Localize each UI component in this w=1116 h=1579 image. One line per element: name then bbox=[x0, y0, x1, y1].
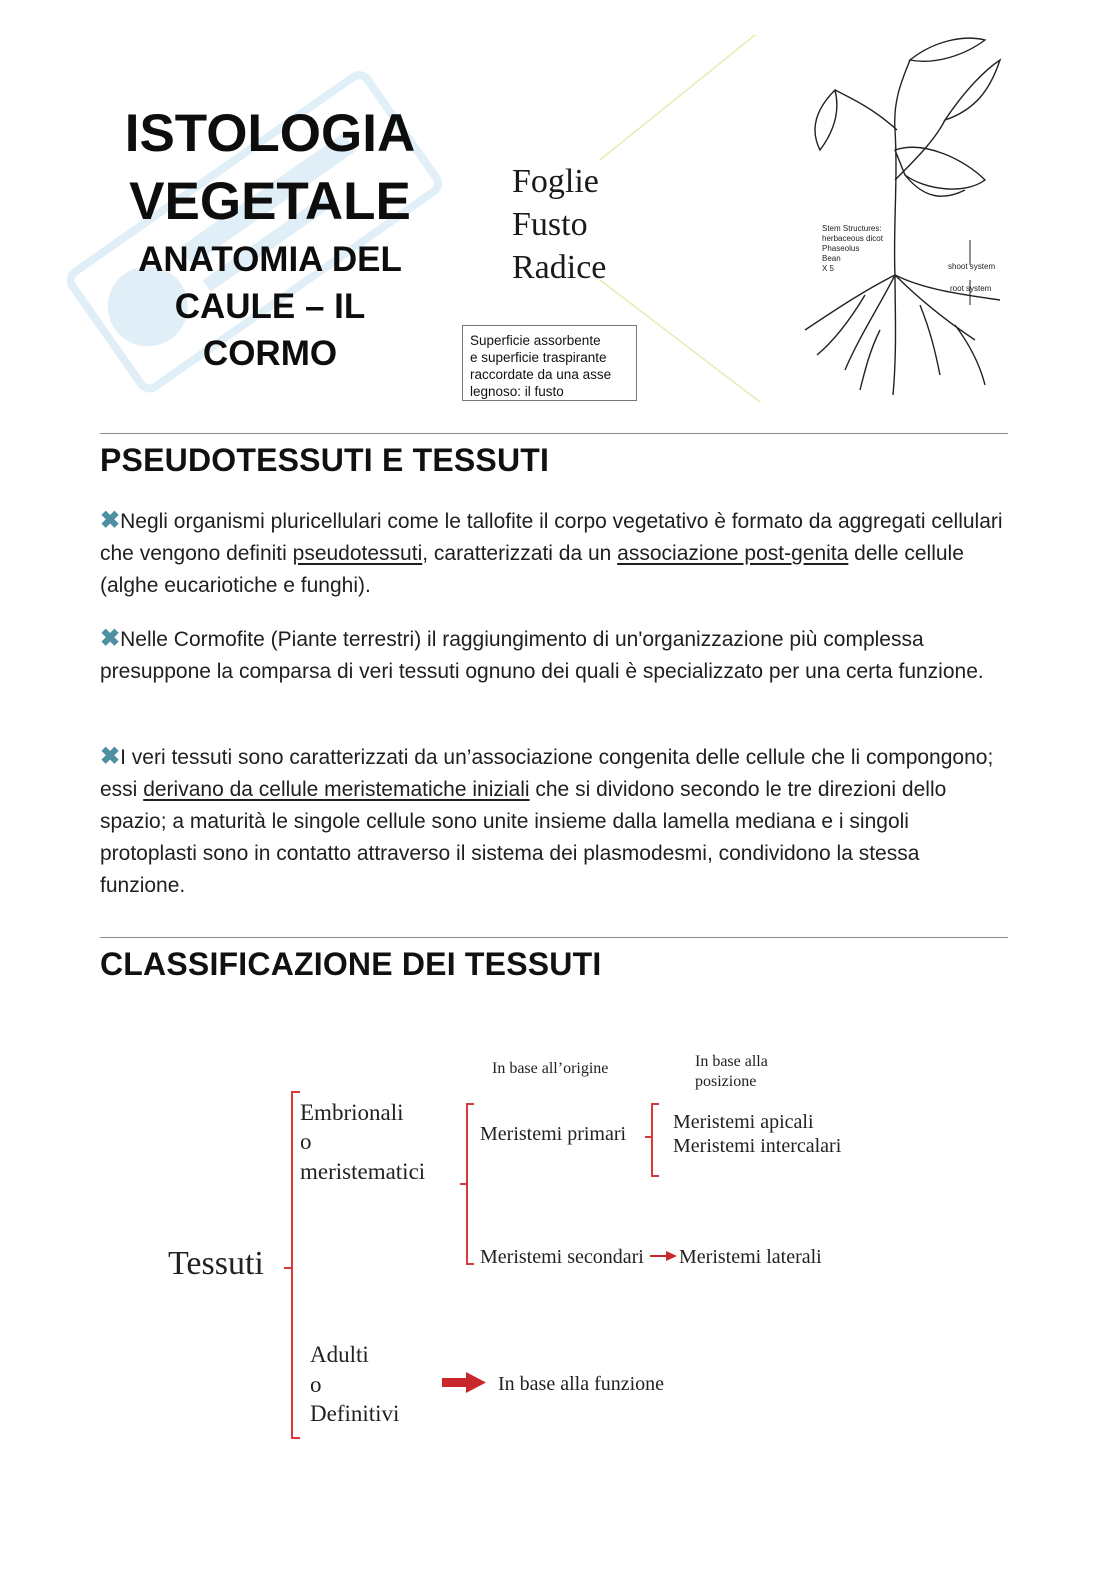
subtitle-line-3: CORMO bbox=[202, 334, 338, 373]
bracket-main bbox=[284, 1092, 300, 1438]
caption-line-2: e superficie traspirante bbox=[470, 350, 607, 365]
title-line-1: ISTOLOGIA bbox=[124, 104, 416, 163]
paragraph-1 bbox=[100, 505, 1010, 602]
label-shoot-system: shoot system bbox=[948, 262, 996, 271]
caption-line-3: raccordate da una asse bbox=[470, 367, 612, 382]
para1-underline-associazione: associazione post-genita bbox=[617, 542, 849, 565]
root-tessuti: Tessuti bbox=[168, 1245, 264, 1282]
meristemi-intercalari: Meristemi intercalari bbox=[673, 1135, 842, 1157]
heading-classificazione: CLASSIFICAZIONE DEI TESSUTI bbox=[100, 946, 602, 982]
figure-caption-box bbox=[462, 325, 637, 401]
embrionali-line-1: Embrionali bbox=[300, 1100, 404, 1125]
adulti-line-2: o bbox=[310, 1372, 322, 1397]
embrionali-line-2: o bbox=[300, 1129, 312, 1154]
figure-word-list bbox=[512, 160, 606, 289]
in-base-alla-funzione: In base alla funzione bbox=[498, 1373, 665, 1395]
meristemi-secondari: Meristemi secondari bbox=[480, 1246, 644, 1268]
col-origin-label: In base all’origine bbox=[492, 1060, 609, 1077]
paragraph-3 bbox=[100, 741, 1010, 902]
para1-text-2: , caratterizzati da un bbox=[422, 542, 618, 565]
label-stem-structures bbox=[822, 224, 883, 274]
adulti-line-3: Definitivi bbox=[310, 1401, 400, 1426]
title-line-2: VEGETALE bbox=[129, 172, 411, 231]
caption-line-1: Superficie assorbente bbox=[470, 333, 601, 348]
meristemi-laterali: Meristemi laterali bbox=[679, 1246, 822, 1268]
label-root-system: root system bbox=[950, 284, 992, 293]
title-block bbox=[95, 100, 445, 377]
para1-underline-pseudotessuti: pseudotessuti bbox=[292, 542, 423, 565]
section-divider-2 bbox=[100, 937, 1008, 938]
meristemi-apicali: Meristemi apicali bbox=[673, 1111, 814, 1133]
label-stem-structures-title: Stem Structures: bbox=[822, 224, 882, 233]
arrow-secondari-laterali-icon bbox=[650, 1251, 677, 1261]
heading-pseudotessuti: PSEUDOTESSUTI E TESSUTI bbox=[100, 442, 550, 478]
word-radice: Radice bbox=[512, 249, 607, 286]
para1-text-1: Negli organismi pluricellulari come le tallofite il corpo vegetativo è formato da aggregati cellulari che vengono definiti bbox=[100, 510, 1003, 565]
word-foglie: Foglie bbox=[512, 163, 599, 200]
col-position-label-1: In base alla bbox=[695, 1053, 768, 1070]
classification-diagram bbox=[160, 1040, 880, 1450]
subtitle-line-1: ANATOMIA DEL bbox=[138, 240, 402, 279]
bracket-embrionali bbox=[460, 1104, 474, 1264]
paragraph-2 bbox=[100, 623, 1010, 688]
bracket-primari bbox=[645, 1104, 659, 1176]
para3-text-2: che si dividono secondo le tre direzioni dello spazio; a maturità le singole cellule sono unite insieme dalla lamella mediana e i singoli protoplasti sono in contatto attraverso il sistema dei plasmodesmi, condividono la stessa funzione. bbox=[100, 778, 947, 897]
label-bean: Bean bbox=[822, 254, 841, 263]
para3-underline-derivano: derivano da cellule meristematiche iniziali bbox=[143, 778, 530, 801]
meristemi-primari: Meristemi primari bbox=[480, 1123, 627, 1145]
arrow-funzione-icon bbox=[442, 1372, 486, 1393]
caption-line-4: legnoso: il fusto bbox=[470, 384, 564, 399]
label-herbaceous-dicot: herbaceous dicot bbox=[822, 234, 883, 243]
subtitle-line-2: CAULE – IL bbox=[174, 287, 366, 326]
label-phaseolus: Phaseolus bbox=[822, 244, 860, 253]
para2-text-1: Nelle Cormofite (Piante terrestri) il raggiungimento di un'organizzazione più complessa presuppone la comparsa di veri tessuti ognuno dei quali è specializzato per una certa funzione. bbox=[100, 628, 984, 683]
x-mark-icon: ✖ bbox=[100, 743, 121, 770]
section-divider-1 bbox=[100, 433, 1008, 434]
x-mark-icon: ✖ bbox=[100, 625, 121, 652]
label-magnification: X 5 bbox=[822, 264, 835, 273]
para1-text-3: delle cellule (alghe eucariotiche e funghi). bbox=[100, 542, 964, 597]
para3-text-1: I veri tessuti sono caratterizzati da un’associazione congenita delle cellule che li compongono; essi bbox=[100, 746, 994, 801]
col-position-label-2: posizione bbox=[695, 1073, 757, 1090]
embrionali-line-3: meristematici bbox=[300, 1159, 426, 1184]
adulti-line-1: Adulti bbox=[310, 1342, 369, 1367]
x-mark-icon: ✖ bbox=[100, 507, 121, 534]
word-fusto: Fusto bbox=[512, 206, 588, 243]
